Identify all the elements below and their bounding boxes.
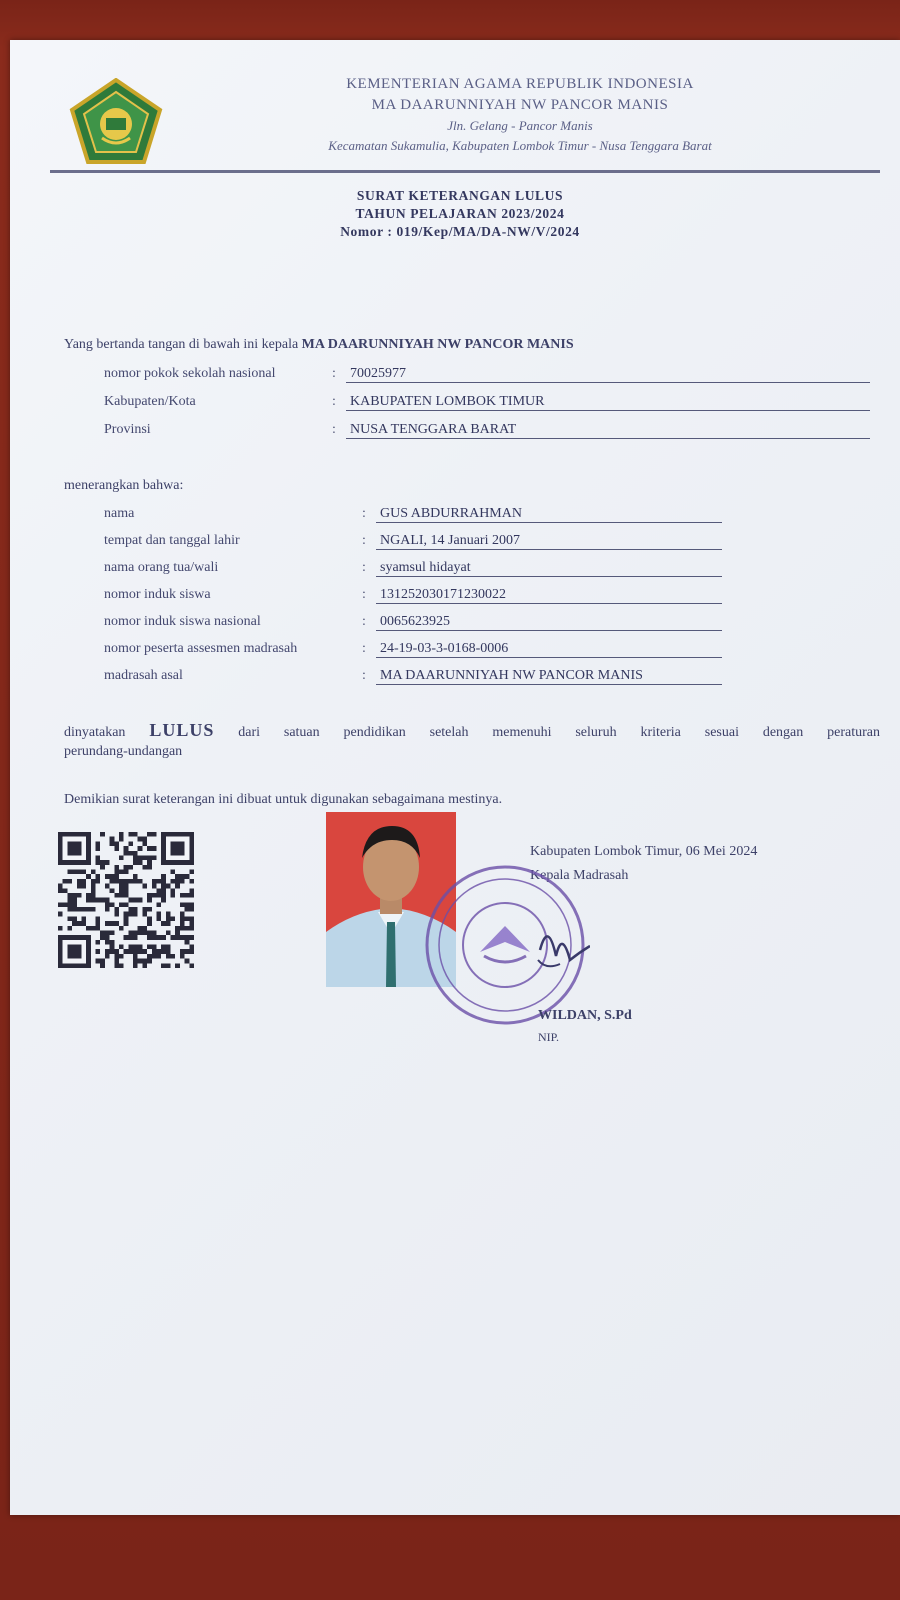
field-value-npsn: 70025977 — [346, 366, 870, 383]
declaration-line-2: perundang-undangan — [64, 744, 183, 759]
field-value-kabupaten: KABUPATEN LOMBOK TIMUR — [346, 394, 870, 411]
student-value-parent: syamsul hidayat — [376, 560, 722, 577]
field-label-kabupaten: Kabupaten/Kota — [104, 394, 196, 409]
intro-school: MA DAARUNNIYAH NW PANCOR MANIS — [301, 337, 574, 352]
signature-place-date: Kabupaten Lombok Timur, 06 Mei 2024 — [530, 844, 758, 859]
ministry-name: KEMENTERIAN AGAMA REPUBLIK INDONESIA — [346, 76, 694, 92]
declaration-rest: dari satuan pendidikan setelah memenuhi seluruh kriteria sesuai dengan peraturan — [238, 725, 881, 740]
declaration-status: LULUS — [149, 720, 215, 740]
field-colon: : — [362, 614, 366, 629]
closing-statement: Demikian surat keterangan ini dibuat untuk digunakan sebagaimana mestinya. — [64, 792, 503, 807]
field-colon: : — [332, 422, 336, 437]
field-label-provinsi: Provinsi — [104, 422, 151, 437]
field-colon: : — [362, 560, 366, 575]
certificate-page — [10, 40, 900, 1515]
declaration-line — [64, 720, 880, 741]
signatory-nip: NIP. — [538, 1030, 560, 1044]
field-colon: : — [362, 506, 366, 521]
states-line: menerangkan bahwa: — [64, 478, 184, 493]
qr-code-icon — [58, 832, 194, 968]
ministry-logo-icon — [68, 78, 164, 164]
student-label-nis: nomor induk siswa — [104, 587, 211, 602]
field-colon: : — [362, 668, 366, 683]
signature-position: Kepala Madrasah — [530, 868, 629, 883]
field-colon: : — [362, 641, 366, 656]
signatory-name: WILDAN, S.Pd — [538, 1008, 632, 1023]
student-label-nisn: nomor induk siswa nasional — [104, 614, 261, 629]
school-region: Kecamatan Sukamulia, Kabupaten Lombok Timur - Nusa Tenggara Barat — [328, 138, 712, 153]
student-label-assessment: nomor peserta assesmen madrasah — [104, 641, 298, 656]
intro-line — [64, 337, 574, 353]
field-value-provinsi: NUSA TENGGARA BARAT — [346, 422, 870, 439]
header-divider — [50, 170, 880, 173]
document-title: SURAT KETERANGAN LULUS — [356, 188, 564, 203]
student-value-origin: MA DAARUNNIYAH NW PANCOR MANIS — [376, 668, 722, 685]
declaration-prefix: dinyatakan — [64, 725, 126, 740]
student-value-nisn: 0065623925 — [376, 614, 722, 631]
student-label-parent: nama orang tua/wali — [104, 560, 219, 575]
field-colon: : — [362, 587, 366, 602]
student-value-assessment: 24-19-03-3-0168-0006 — [376, 641, 722, 658]
student-label-birth: tempat dan tanggal lahir — [104, 533, 240, 548]
student-value-nis: 131252030171230022 — [376, 587, 722, 604]
school-street: Jln. Gelang - Pancor Manis — [447, 118, 593, 133]
student-label-name: nama — [104, 506, 135, 521]
field-colon: : — [362, 533, 366, 548]
school-name: MA DAARUNNIYAH NW PANCOR MANIS — [371, 97, 669, 113]
school-stamp-icon — [420, 860, 590, 1030]
student-label-origin: madrasah asal — [104, 668, 183, 683]
academic-year: TAHUN PELAJARAN 2023/2024 — [355, 206, 565, 221]
student-value-birth: NGALI, 14 Januari 2007 — [376, 533, 722, 550]
field-colon: : — [332, 366, 336, 381]
document-number: Nomor : 019/Kep/MA/DA-NW/V/2024 — [340, 224, 580, 239]
field-colon: : — [332, 394, 336, 409]
field-label-npsn: nomor pokok sekolah nasional — [104, 366, 276, 381]
intro-text: Yang bertanda tangan di bawah ini kepala — [64, 337, 299, 352]
student-value-name: GUS ABDURRAHMAN — [376, 506, 722, 523]
